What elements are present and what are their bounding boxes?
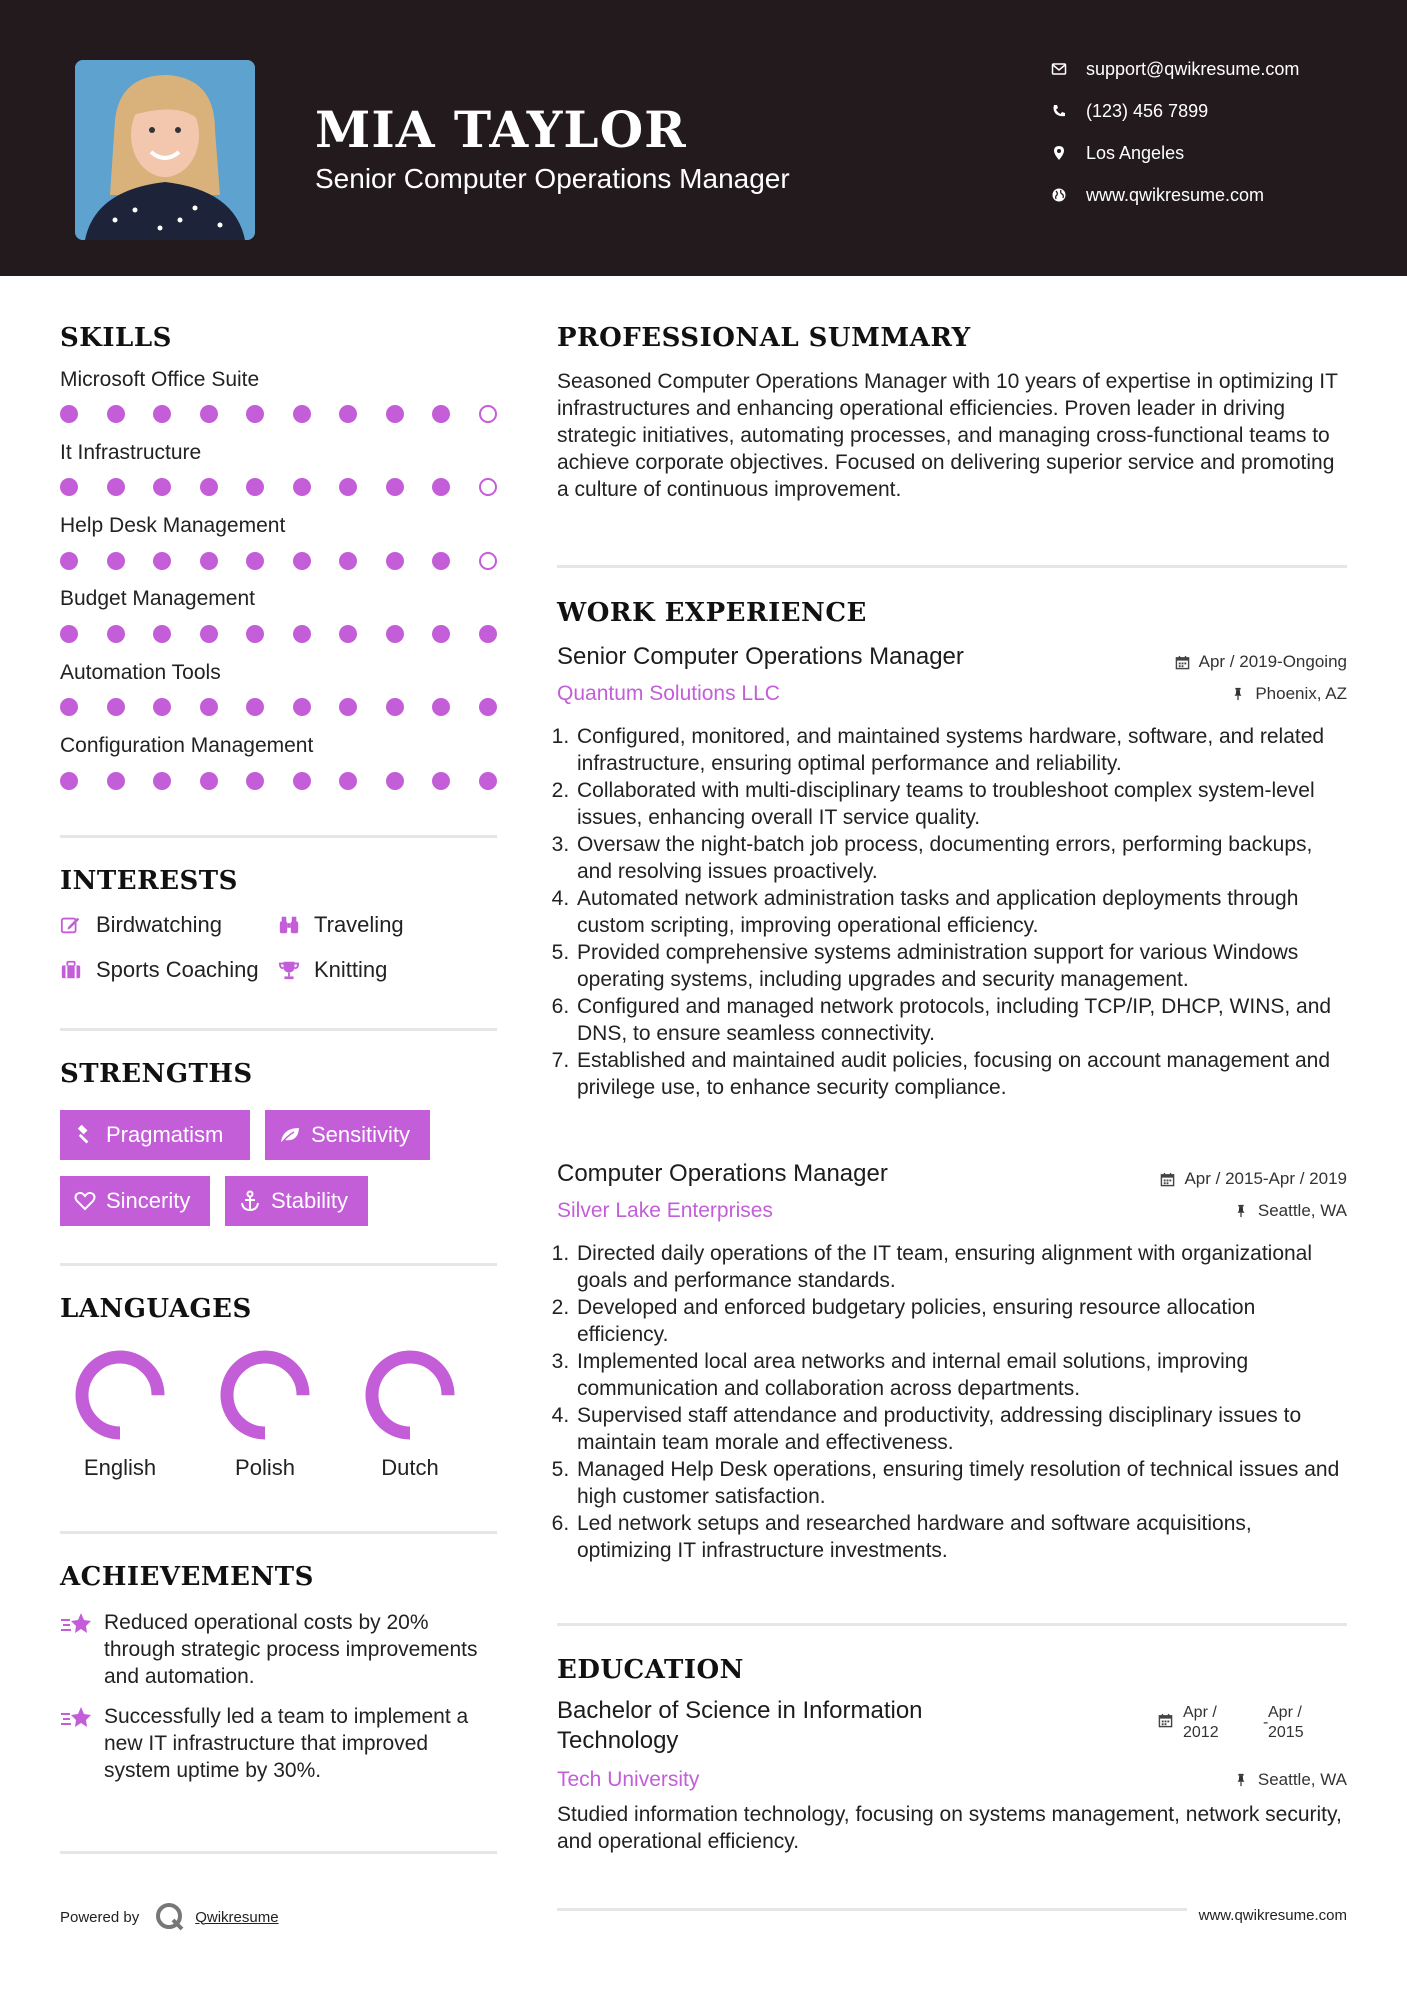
strength-label: Pragmatism [106, 1122, 224, 1147]
skill-dot-filled [293, 478, 311, 496]
contact-email[interactable] [1050, 54, 1390, 84]
skill-dot-filled [386, 478, 404, 496]
section-divider [60, 1028, 497, 1031]
skill-dot-filled [293, 552, 311, 570]
achievement-item [60, 1703, 480, 1784]
job-location-text: Phoenix, AZ [1255, 684, 1347, 703]
job-role: Computer Operations Manager [557, 1160, 888, 1187]
skill-dot-filled [386, 405, 404, 423]
strengths-heading: STRENGTHS [60, 1059, 253, 1089]
skill-rating [60, 625, 500, 645]
skill-dot-filled [153, 405, 171, 423]
skill-dot-filled [293, 772, 311, 790]
pencil-square-icon [60, 913, 84, 937]
education-school: Tech University [557, 1768, 700, 1791]
skill-dot-filled [386, 552, 404, 570]
skill-dot-filled [107, 698, 125, 716]
skill-name: Microsoft Office Suite [60, 368, 260, 391]
profile-photo [75, 60, 255, 240]
footer-powered-by [60, 1902, 279, 1932]
skill-dot-filled [339, 772, 357, 790]
education-end-year: 2015 [1268, 1724, 1304, 1741]
pushpin-icon [1234, 1772, 1250, 1788]
education-start-date [1183, 1703, 1219, 1743]
skill-dot-filled [60, 698, 78, 716]
achievement-text: Reduced operational costs by 20% through strategic process improvements and automation. [104, 1611, 478, 1688]
section-divider [60, 1851, 497, 1854]
contact-email-text: support@qwikresume.com [1086, 58, 1300, 79]
education-location [1234, 1770, 1347, 1790]
job-dates [1160, 1169, 1347, 1189]
responsibility-item: 4. Automated network administration tasks and application deployments through custom scripting, improving operational efficiency. [575, 885, 1347, 939]
language-item [205, 1345, 325, 1481]
skill-dot-filled [293, 405, 311, 423]
languages-heading: LANGUAGES [60, 1294, 252, 1324]
skill-dot-filled [60, 772, 78, 790]
responsibility-item: 1. Directed daily operations of the IT team, ensuring alignment with organizational goals and performance standards. [575, 1240, 1347, 1294]
skill-dot-filled [60, 478, 78, 496]
interest-item [278, 910, 404, 940]
pushpin-icon [1234, 1203, 1250, 1219]
responsibility-item: 5. Provided comprehensive systems administration support for various Windows operating systems, including upgrades and security management. [575, 939, 1347, 993]
language-name: Polish [235, 1455, 295, 1480]
skill-dot-filled [246, 478, 264, 496]
envelope-icon [1050, 60, 1068, 78]
education-start-month: Apr / [1183, 1704, 1217, 1721]
skill-dot-filled [339, 698, 357, 716]
interest-item [60, 955, 259, 985]
skills-heading: SKILLS [60, 323, 172, 353]
skill-dot-filled [153, 552, 171, 570]
responsibility-item: 2. Developed and enforced budgetary policies, ensuring resource allocation efficiency. [575, 1294, 1347, 1348]
skill-dot-filled [107, 625, 125, 643]
strength-label: Sincerity [106, 1188, 191, 1213]
skill-name: Help Desk Management [60, 514, 286, 537]
skill-dot-filled [200, 478, 218, 496]
job-responsibilities [557, 723, 1347, 1101]
summary-heading: PROFESSIONAL SUMMARY [557, 323, 971, 353]
anchor-icon [239, 1190, 261, 1212]
skill-dot-filled [60, 625, 78, 643]
skill-dot-filled [107, 772, 125, 790]
map-pin-icon [1050, 144, 1068, 162]
resume-header [0, 0, 1407, 276]
calendar-icon [1175, 654, 1191, 670]
interest-item [278, 955, 387, 985]
skill-dot-filled [386, 698, 404, 716]
skill-dot-filled [200, 772, 218, 790]
responsibility-item: 4. Supervised staff attendance and productivity, addressing disciplinary issues to maintain team morale and effectiveness. [575, 1402, 1347, 1456]
contact-website[interactable] [1050, 180, 1390, 210]
section-divider [60, 1531, 497, 1534]
skill-dot-filled [153, 625, 171, 643]
gavel-icon [74, 1124, 96, 1146]
trophy-icon [278, 958, 302, 982]
skill-dot-filled [293, 625, 311, 643]
job-company: Silver Lake Enterprises [557, 1199, 773, 1222]
responsibility-item: 1. Configured, monitored, and maintained systems hardware, software, and related infrastructure, ensuring optimal performance and reliability. [575, 723, 1347, 777]
skill-rating [60, 772, 500, 792]
skill-dot-empty [479, 405, 497, 423]
language-name: Dutch [381, 1455, 439, 1480]
skill-dot-filled [200, 625, 218, 643]
language-level-ring [360, 1345, 460, 1445]
interests-heading: INTERESTS [60, 866, 238, 896]
language-name: English [83, 1455, 157, 1480]
skill-name: Budget Management [60, 587, 255, 610]
job-company: Quantum Solutions LLC [557, 682, 780, 705]
contact-phone[interactable] [1050, 96, 1390, 126]
education-end-date [1268, 1703, 1304, 1743]
skill-rating [60, 405, 500, 425]
language-arc [82, 1357, 158, 1433]
calendar-icon [1160, 1171, 1176, 1187]
skill-dot-filled [246, 698, 264, 716]
globe-icon [1050, 186, 1068, 204]
strength-tag [225, 1176, 368, 1226]
qwikresume-logo-icon [155, 1902, 185, 1932]
skill-dot-filled [153, 772, 171, 790]
skill-dot-filled [339, 552, 357, 570]
achievements-heading: ACHIEVEMENTS [60, 1562, 314, 1592]
skill-rating [60, 478, 500, 498]
summary-text: Seasoned Computer Operations Manager with 10 years of expertise in optimizing IT infrastructures and enhancing operational efficiencies. Proven leader in driving strategic initiatives, automating processes, and managing cross-functional teams to achieve corporate objectives. Focused on delivering superior service and promoting a culture of continuous improvement. [557, 370, 1338, 501]
skill-dot-filled [107, 552, 125, 570]
skill-name: Configuration Management [60, 734, 314, 757]
strength-label: Sensitivity [311, 1122, 411, 1147]
job-responsibilities [557, 1240, 1347, 1564]
phone-icon [1050, 102, 1068, 120]
language-level-ring [70, 1345, 170, 1445]
skill-dot-filled [293, 698, 311, 716]
candidate-title: Senior Computer Operations Manager [315, 163, 790, 194]
skill-dot-filled [339, 478, 357, 496]
contact-location-text: Los Angeles [1086, 142, 1185, 163]
language-arc [227, 1357, 303, 1433]
skill-dot-filled [339, 405, 357, 423]
skill-dot-filled [153, 698, 171, 716]
contact-website-text: www.qwikresume.com [1086, 184, 1265, 205]
skill-dot-filled [432, 698, 450, 716]
pushpin-icon [1231, 686, 1247, 702]
interest-label: Sports Coaching [96, 957, 259, 982]
interest-label: Knitting [314, 957, 388, 982]
experience-heading: WORK EXPERIENCE [557, 598, 867, 628]
interest-label: Birdwatching [96, 912, 222, 937]
education-start-year: 2012 [1183, 1724, 1219, 1741]
section-divider [557, 1623, 1347, 1626]
footer-divider [557, 1908, 1187, 1911]
strength-tag [265, 1110, 430, 1160]
skill-dot-filled [479, 698, 497, 716]
job-location [1234, 1201, 1347, 1221]
skill-dot-filled [60, 405, 78, 423]
skill-dot-filled [153, 478, 171, 496]
responsibility-item: 6. Led network setups and researched hardware and software acquisitions, optimizing IT infrastructure investments. [575, 1510, 1347, 1564]
skill-dot-filled [60, 552, 78, 570]
skill-rating [60, 698, 500, 718]
powered-by-text: Powered by [60, 1908, 140, 1926]
footer-website[interactable]: www.qwikresume.com [1198, 1907, 1347, 1924]
skill-dot-filled [200, 698, 218, 716]
contact-location [1050, 138, 1390, 168]
education-degree: Bachelor of Science in Information Technology [557, 1697, 923, 1754]
qwikresume-link[interactable]: Qwikresume [195, 1908, 279, 1926]
language-item [60, 1345, 180, 1481]
skill-dot-filled [386, 772, 404, 790]
contact-phone-text: (123) 456 7899 [1086, 100, 1209, 121]
responsibility-item: 2. Collaborated with multi-disciplinary teams to troubleshoot complex system-level issues, enhancing overall IT service quality. [575, 777, 1347, 831]
education-description: Studied information technology, focusing on systems management, network security, and operational efficiency. [557, 1803, 1342, 1853]
skill-dot-empty [479, 552, 497, 570]
skill-dot-filled [246, 772, 264, 790]
leaf-icon [279, 1124, 301, 1146]
responsibility-item: 6. Configured and managed network protocols, including TCP/IP, DHCP, WINS, and DNS, to ensure seamless connectivity. [575, 993, 1347, 1047]
job-location [1231, 684, 1347, 704]
skill-dot-filled [479, 772, 497, 790]
skill-dot-filled [246, 405, 264, 423]
strength-tag [60, 1110, 250, 1160]
skill-dot-filled [200, 552, 218, 570]
skill-dot-filled [339, 625, 357, 643]
responsibility-item: 7. Established and maintained audit policies, focusing on account management and privilege use, to enhance security compliance. [575, 1047, 1347, 1101]
skill-rating [60, 552, 500, 572]
skill-name: Automation Tools [60, 661, 221, 684]
skill-dot-filled [432, 552, 450, 570]
skill-dot-filled [246, 552, 264, 570]
skill-dot-filled [200, 405, 218, 423]
education-location-text: Seattle, WA [1257, 1770, 1347, 1789]
interest-label: Traveling [314, 912, 404, 937]
responsibility-item: 5. Managed Help Desk operations, ensuring timely resolution of technical issues and high customer satisfaction. [575, 1456, 1347, 1510]
language-item [350, 1345, 470, 1481]
skill-dot-filled [107, 478, 125, 496]
briefcase-icon [60, 958, 84, 982]
job-dates-text: Apr / 2019-Ongoing [1198, 652, 1347, 671]
interest-item [60, 910, 222, 940]
shooting-star-icon [60, 1609, 94, 1690]
responsibility-item: 3. Implemented local area networks and internal email solutions, improving communication and collaboration across departments. [575, 1348, 1347, 1402]
section-divider [557, 565, 1347, 568]
calendar-icon [1158, 1713, 1173, 1734]
job-dates-text: Apr / 2015-Apr / 2019 [1184, 1169, 1347, 1188]
strength-label: Stability [271, 1188, 349, 1213]
skill-dot-empty [479, 478, 497, 496]
language-level-ring [215, 1345, 315, 1445]
strength-tag [60, 1176, 210, 1226]
job-location-text: Seattle, WA [1257, 1201, 1347, 1220]
skill-name: It Infrastructure [60, 441, 202, 464]
candidate-name: MIA TAYLOR [315, 100, 687, 159]
achievement-item [60, 1609, 480, 1690]
skill-dot-filled [432, 772, 450, 790]
skill-dot-filled [432, 478, 450, 496]
heart-icon [74, 1190, 96, 1212]
section-divider [60, 835, 497, 838]
achievement-text: Successfully led a team to implement a new IT infrastructure that improved system uptime by 30%. [104, 1705, 469, 1782]
job-dates [1175, 652, 1347, 672]
job-role: Senior Computer Operations Manager [557, 643, 964, 670]
skill-dot-filled [386, 625, 404, 643]
education-date-separator: - [1263, 1714, 1269, 1731]
section-divider [60, 1263, 497, 1266]
skill-dot-filled [246, 625, 264, 643]
skill-dot-filled [479, 625, 497, 643]
education-end-month: Apr / [1268, 1704, 1302, 1721]
shooting-star-icon [60, 1703, 94, 1784]
skill-dot-filled [107, 405, 125, 423]
skill-dot-filled [432, 625, 450, 643]
responsibility-item: 3. Oversaw the night-batch job process, documenting errors, performing backups, and resolving issues proactively. [575, 831, 1347, 885]
education-heading: EDUCATION [557, 1655, 744, 1685]
skill-dot-filled [432, 405, 450, 423]
binoculars-icon [278, 913, 302, 937]
language-arc [372, 1357, 448, 1433]
